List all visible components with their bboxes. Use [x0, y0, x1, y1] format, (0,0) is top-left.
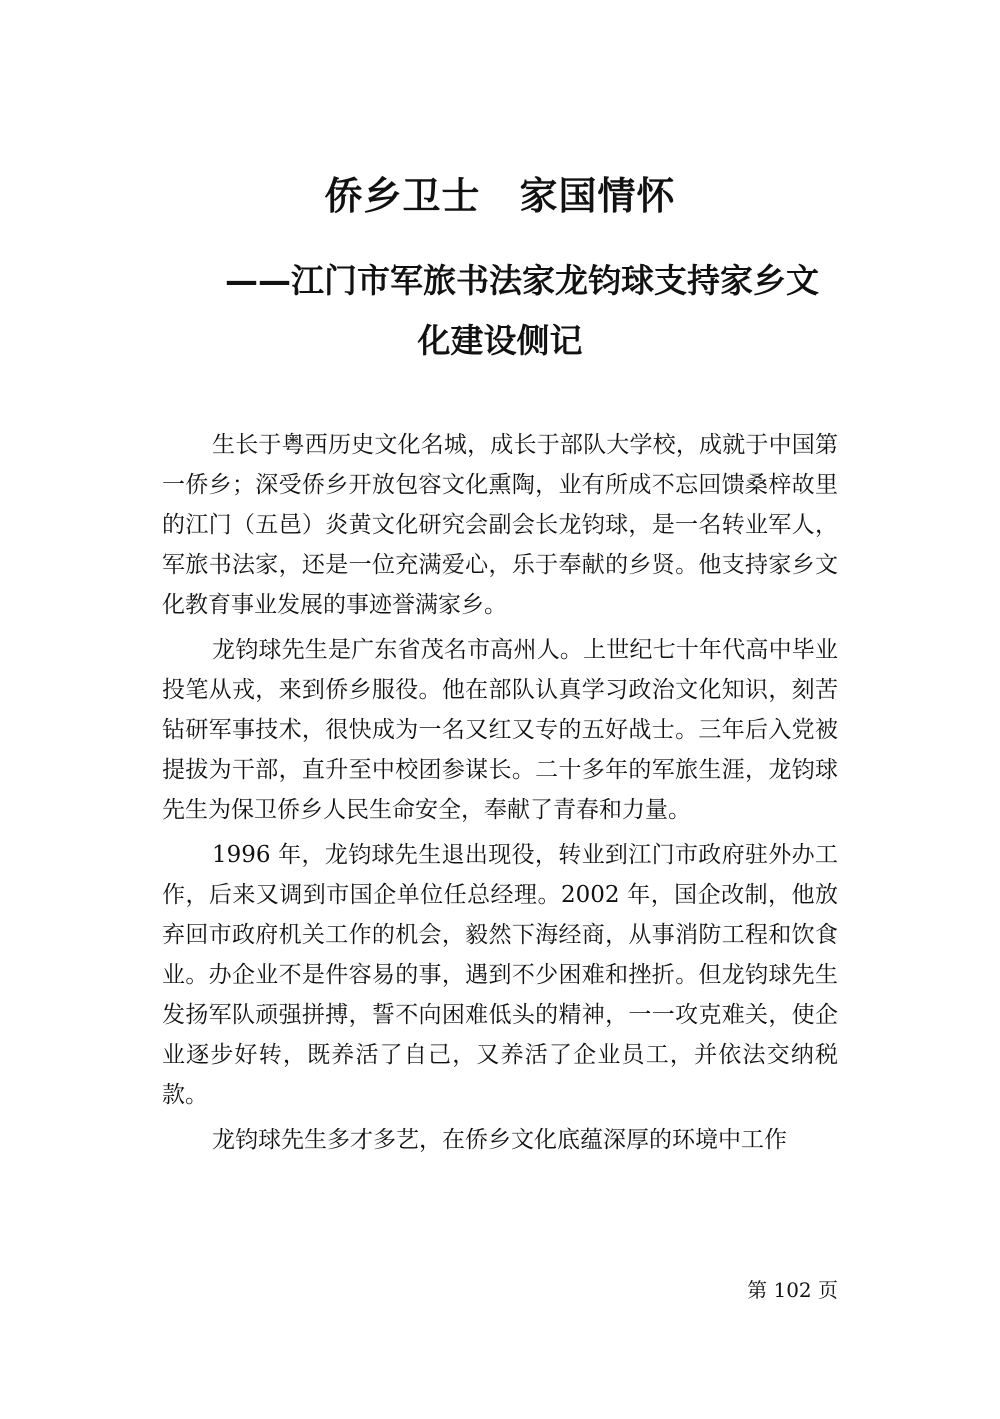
page-number: 第 102 页	[747, 1278, 838, 1302]
paragraph-2: 龙钧球先生是广东省茂名市高州人。上世纪七十年代高中毕业投笔从戎，来到侨乡服役。他在部队认真学习政治文化知识，刻苦钻研军事技术，很快成为一名又红又专的五好战士。三年后入党被提拔为干部，直升至中校团参谋长。二十多年的军旅生涯，龙钧球先生为保卫侨乡人民生命安全，奉献了青春和力量。	[162, 637, 838, 823]
page-title: 侨乡卫士 家国情怀	[324, 174, 676, 218]
paragraph-4: 龙钧球先生多才多艺，在侨乡文化底蕴深厚的环境中工作	[212, 1127, 787, 1153]
article-body	[162, 425, 838, 1165]
subtitle-line-1: ——江门市军旅书法家龙钧球支持家乡文	[225, 261, 819, 300]
subtitle-line-2: 化建设侧记	[417, 321, 583, 360]
paragraph-3: 1996 年，龙钧球先生退出现役，转业到江门市政府驻外办工作，后来又调到市国企单位任总经理。2002 年，国企改制，他放弃回市政府机关工作的机会，毅然下海经商，从事消防工程和饮食业。办企业不是件容易的事，遇到不少困难和挫折。但龙钧球先生发扬军队顽强拼搏，誓不向困难低头的精神，一一攻克难关，使企业逐步好转，既养活了自己，又养活了企业员工，并依法交纳税款。	[162, 842, 838, 1108]
paragraph-1: 生长于粤西历史文化名城，成长于部队大学校，成就于中国第一侨乡；深受侨乡开放包容文化熏陶，业有所成不忘回馈桑梓故里的江门（五邑）炎黄文化研究会副会长龙钧球，是一名转业军人，军旅书法家，还是一位充满爱心，乐于奉献的乡贤。他支持家乡文化教育事业发展的事迹誉满家乡。	[162, 432, 838, 618]
